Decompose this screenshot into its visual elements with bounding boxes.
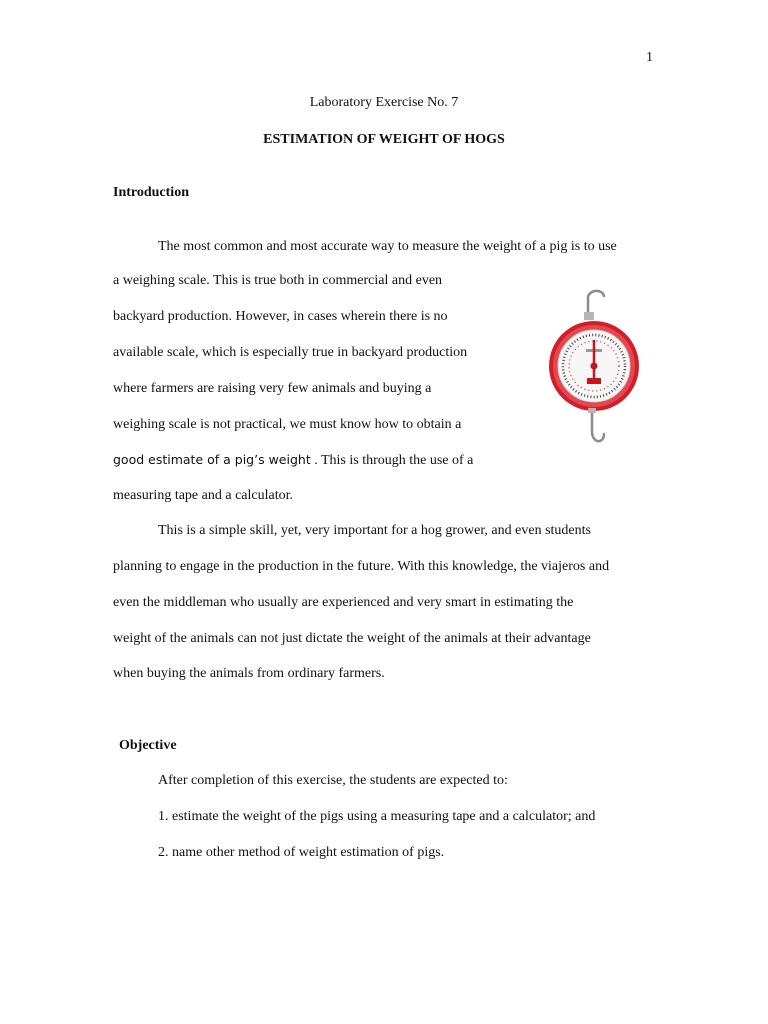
intro-line-7 [113,451,473,470]
page-number: 1 [646,50,653,65]
paragraph2-line-1: This is a simple skill, yet, very important for a hog grower, and even students [158,523,591,538]
intro-line-7-sans-text: good estimate of a pig’s weight [113,452,311,467]
intro-line-7-serif-text: . This is through the use of a [310,453,474,468]
intro-line-6: weighing scale is not practical, we must know how to obtain a [113,417,462,432]
exercise-label: Laboratory Exercise No. 7 [309,95,459,110]
objective-item-2: 2. name other method of weight estimation of pigs. [158,845,445,860]
intro-line-5: where farmers are raising very few animals and buying a [113,381,432,396]
intro-line-4: available scale, which is especially true in backyard production [113,345,468,360]
paragraph2-line-5: when buying the animals from ordinary farmers. [113,666,385,681]
objective-item-1: 1. estimate the weight of the pigs using a measuring tape and a calculator; and [158,809,596,824]
introduction-heading: Introduction [113,185,189,200]
intro-line-1: The most common and most accurate way to measure the weight of a pig is to use [158,239,617,254]
paragraph2-line-3: even the middleman who usually are experienced and very smart in estimating the [113,595,574,610]
hanging-scale-icon [548,286,640,458]
intro-line-3: backyard production. However, in cases wherein there is no [113,309,448,324]
paragraph2-line-4: weight of the animals can not just dictate the weight of the animals at their advantage [113,631,591,646]
intro-line-2: a weighing scale. This is true both in commercial and even [113,273,443,288]
objective-intro: After completion of this exercise, the students are expected to: [158,773,508,788]
objective-heading: Objective [119,738,177,753]
document-title: ESTIMATION OF WEIGHT OF HOGS [263,132,505,147]
paragraph2-line-2: planning to engage in the production in the future. With this knowledge, the viajeros and [113,559,610,574]
intro-line-8: measuring tape and a calculator. [113,488,293,503]
